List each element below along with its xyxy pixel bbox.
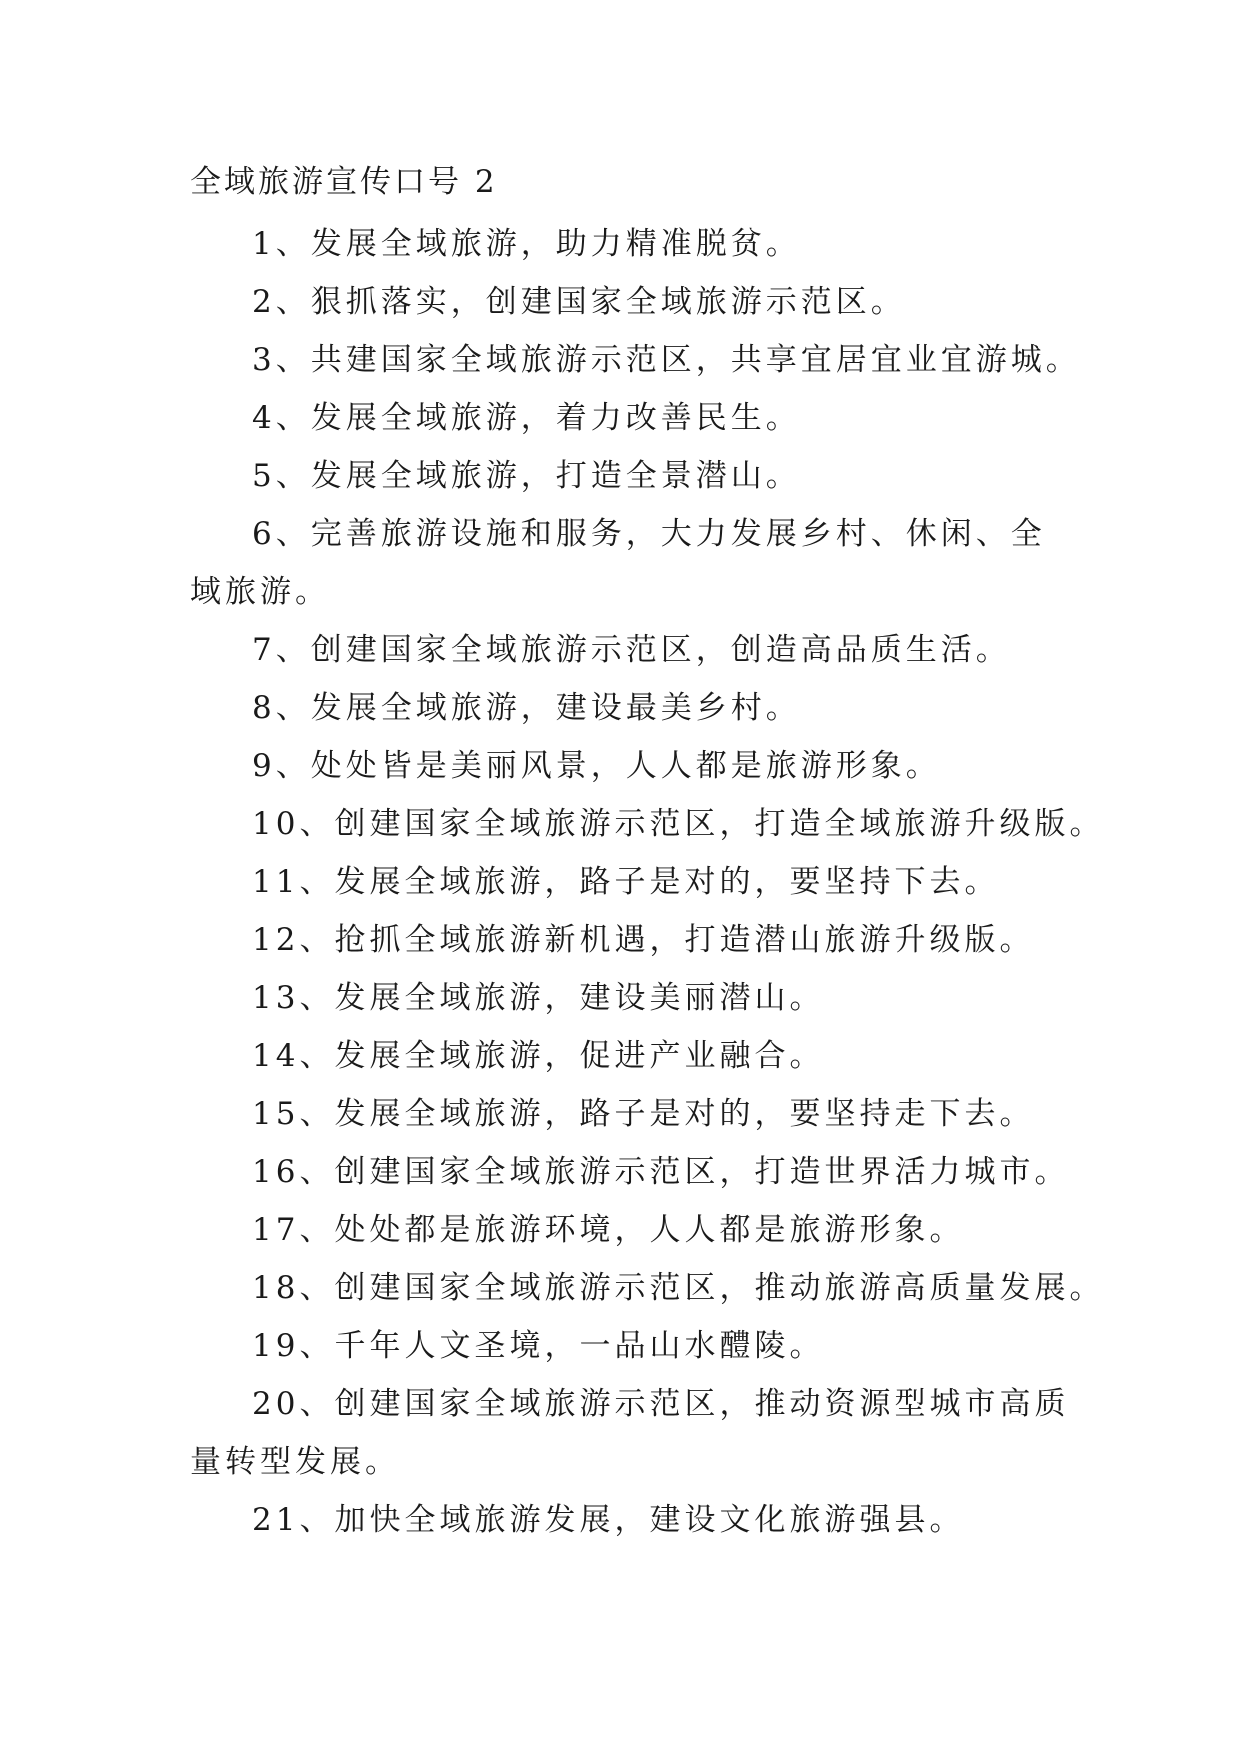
slogan-item-13: 13、发展全域旅游，建设美丽潜山。 bbox=[252, 980, 825, 1016]
slogan-item-18: 18、创建国家全域旅游示范区，推动旅游高质量发展。 bbox=[252, 1270, 1105, 1306]
document-title: 全域旅游宣传口号 2 bbox=[190, 164, 498, 200]
slogan-list bbox=[190, 215, 1105, 1549]
slogan-item-11: 11、发展全域旅游，路子是对的，要坚持下去。 bbox=[252, 864, 1000, 900]
slogan-item-6: 6、完善旅游设施和服务，大力发展乡村、休闲、全域旅游。 bbox=[190, 516, 1046, 610]
slogan-item-12: 12、抢抓全域旅游新机遇，打造潜山旅游升级版。 bbox=[252, 922, 1035, 958]
slogan-item-19: 19、千年人文圣境，一品山水醴陵。 bbox=[252, 1328, 825, 1364]
slogan-item-2: 2、狠抓落实，创建国家全域旅游示范区。 bbox=[252, 284, 906, 320]
slogan-item-7: 7、创建国家全域旅游示范区，创造高品质生活。 bbox=[252, 632, 1011, 668]
slogan-item-1: 1、发展全域旅游，助力精准脱贫。 bbox=[252, 226, 801, 262]
slogan-item-4: 4、发展全域旅游，着力改善民生。 bbox=[252, 400, 801, 436]
slogan-item-16: 16、创建国家全域旅游示范区，打造世界活力城市。 bbox=[252, 1154, 1070, 1190]
slogan-item-21: 21、加快全域旅游发展，建设文化旅游强县。 bbox=[252, 1502, 965, 1538]
slogan-item-3: 3、共建国家全域旅游示范区，共享宜居宜业宜游城。 bbox=[252, 342, 1081, 378]
slogan-item-17: 17、处处都是旅游环境，人人都是旅游形象。 bbox=[252, 1212, 965, 1248]
slogan-item-9: 9、处处皆是美丽风景，人人都是旅游形象。 bbox=[252, 748, 941, 784]
slogan-item-20: 20、创建国家全域旅游示范区，推动资源型城市高质量转型发展。 bbox=[190, 1386, 1070, 1480]
slogan-item-5: 5、发展全域旅游，打造全景潜山。 bbox=[252, 458, 801, 494]
slogan-item-10: 10、创建国家全域旅游示范区，打造全域旅游升级版。 bbox=[252, 806, 1105, 842]
slogan-item-14: 14、发展全域旅游，促进产业融合。 bbox=[252, 1038, 825, 1074]
slogan-item-15: 15、发展全域旅游，路子是对的，要坚持走下去。 bbox=[252, 1096, 1035, 1132]
slogan-item-8: 8、发展全域旅游，建设最美乡村。 bbox=[252, 690, 801, 726]
